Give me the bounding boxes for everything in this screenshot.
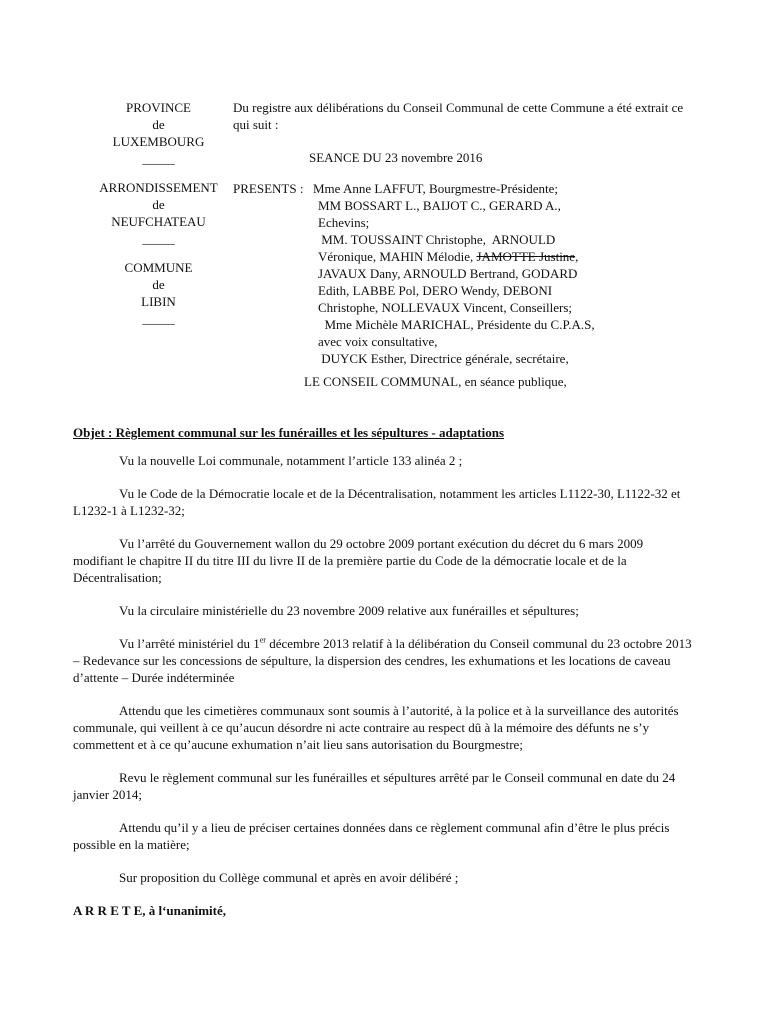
arrondissement-block [76,179,241,247]
province-line: PROVINCE [125,100,191,115]
header-right-column [233,99,703,367]
province-block [76,99,241,167]
province-line: de [152,117,165,132]
commune-block [76,259,241,327]
header-left-column [76,99,241,339]
paragraph: Vu le Code de la Démocratie locale et de la Décentralisation, notamment les articles L1122-30, L1122-32 et L1232-1 à L1232-32; [73,486,681,518]
province-line: LUXEMBOURG [112,134,205,149]
attendee-line: Christophe, NOLLEVAUX Vincent, Conseillers; [318,300,573,315]
paragraph: Vu la nouvelle Loi communale, notamment l’article 133 alinéa 2 ; [119,453,463,468]
attendee-line: Mme Anne LAFFUT, Bourgmestre-Présidente; [313,181,559,196]
session-date: SEANCE DU 23 novembre 2016 [309,150,483,165]
subject-heading: Objet : Règlement communal sur les funérailles et les sépultures - adaptations [73,425,505,440]
attendee-line: MM. TOUSSAINT Christophe, ARNOULD [318,232,556,247]
paragraph-ministerial-decree: Vu l’arrêté ministériel du 1er décembre 2013 relatif à la délibération du Conseil communal du 23 octobre 2013 – Redevance sur les concessions de sépulture, la dispersion des cendres, les exhumations et les locations de caveau d’attente – Durée indéterminée [73,635,692,685]
decision-heading: A R R E T E, à l‘unanimité, [73,903,227,918]
commune-line: de [152,277,165,292]
deliberation-body [73,424,695,919]
paragraph: Attendu qu’il y a lieu de préciser certaines données dans ce règlement communal afin d’être le plus précis possible en la matière; [73,820,670,852]
arrondissement-line: ARRONDISSEMENT [99,180,218,195]
commune-line: COMMUNE [124,260,193,275]
attendee-line: Edith, LABBE Pol, DERO Wendy, DEBONI [318,283,553,298]
struck-attendee-name: JAMOTTE Justine [476,249,576,264]
presents-label: PRESENTS : [233,181,304,196]
attendees-block [233,180,703,367]
arrondissement-line: de [152,197,165,212]
paragraph: Attendu que les cimetières communaux sont soumis à l’autorité, à la police et à la surveillance des autorités communale, qui veillent à ce qu’aucun désordre ni acte contraire au respect dû à la mémoire des défunts ne s’y commettent et à ce qu’aucune exhumation n’ait lieu sans autorisation du Bourgmestre; [73,703,679,752]
paragraph: Vu l’arrêté du Gouvernement wallon du 29 octobre 2009 portant exécution du décret du 6 mars 2009 modifiant le chapitre II du titre III du livre II de la première partie du Code de la démocratie locale et de la Décentralisation; [73,536,644,585]
attendee-line: Mme Michèle MARICHAL, Présidente du C.P.A.S, [318,317,595,332]
registry-intro: Du registre aux délibérations du Conseil Communal de cette Commune a été extrait ce qui suit : [233,100,684,132]
commune-separator: _____ [142,311,175,326]
attendee-line: Echevins; [318,215,370,230]
attendee-line: Véronique, MAHIN Mélodie, JAMOTTE Justine, [318,249,579,264]
paragraph: Sur proposition du Collège communal et après en avoir délibéré ; [119,870,459,885]
attendee-line: avec voix consultative, [318,334,438,349]
paragraph: Vu la circulaire ministérielle du 23 novembre 2009 relative aux funérailles et sépultures; [119,603,579,618]
attendee-line: MM BOSSART L., BAIJOT C., GERARD A., [318,198,561,213]
arrondissement-line: NEUFCHATEAU [111,214,206,229]
arrondissement-separator: _____ [142,231,175,246]
commune-line: LIBIN [141,294,176,309]
paragraph: Revu le règlement communal sur les funérailles et sépultures arrêté par le Conseil communal en date du 24 janvier 2014; [73,770,676,802]
attendee-line: DUYCK Esther, Directrice générale, secrétaire, [318,351,569,366]
province-separator: _____ [142,151,175,166]
attendee-line: JAVAUX Dany, ARNOULD Bertrand, GODARD [318,266,578,281]
council-statement: LE CONSEIL COMMUNAL, en séance publique, [304,374,567,389]
